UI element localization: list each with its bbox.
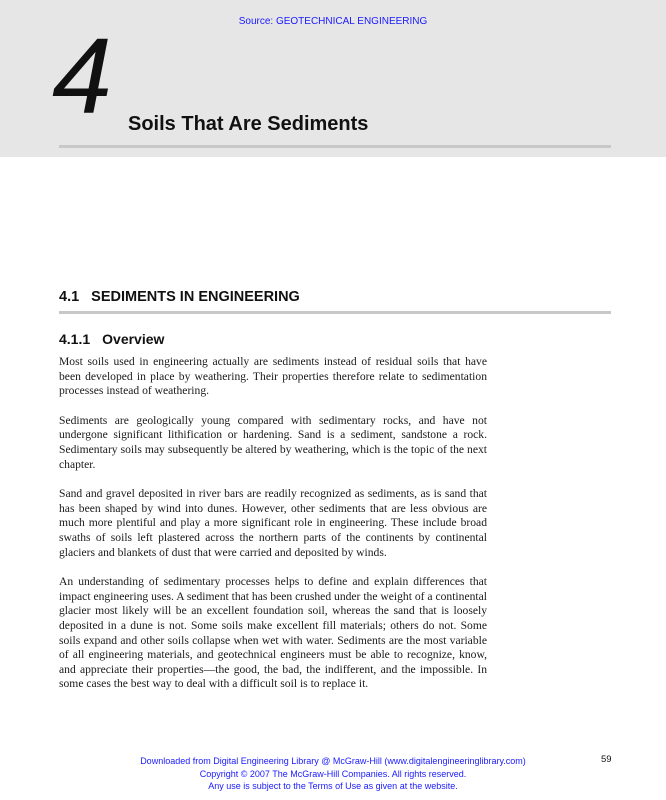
paragraph: Most soils used in engineering actually are sediments instead of residual soils that have been developed in place by weathering. Their properties therefore relate to sedimentation processes instead of weathering. bbox=[59, 355, 487, 398]
subsection-heading bbox=[59, 331, 164, 347]
footer-copyright[interactable]: Copyright © 2007 The McGraw-Hill Companies. All rights reserved. bbox=[199, 768, 467, 779]
footer-download-link[interactable]: Downloaded from Digital Engineering Library @ McGraw-Hill (www.digitalengineeringlibrary.com) bbox=[140, 756, 526, 766]
paragraph: An understanding of sedimentary processes helps to define and explain differences that impact engineering uses. A sediment that has been crushed under the weight of a continental glacier most likely will be an excellent foundation soil, whereas the sand that is loosely deposited in a dune is not. Some soils make excellent fill materials; others do not. Some soils expand and other soils collapse when wet with water. Sediments are the most variable of all engineering materials, and geotechnical engineers must be able to recognize, know, and appreciate their properties—the good, the bad, the indifferent, and the impossible. In some cases the best way to deal with a difficult soil is to replace it. bbox=[59, 575, 487, 691]
footer-terms[interactable]: Any use is subject to the Terms of Use as given at the website. bbox=[208, 781, 458, 791]
subsection-title: Overview bbox=[102, 331, 165, 347]
section-heading bbox=[59, 289, 300, 305]
source-link[interactable]: Source: GEOTECHNICAL ENGINEERING bbox=[238, 16, 428, 27]
chapter-title-rule bbox=[59, 145, 611, 148]
section-rule bbox=[59, 311, 611, 314]
section-title: SEDIMENTS IN ENGINEERING bbox=[91, 289, 300, 305]
page-number: 59 bbox=[601, 754, 612, 765]
chapter-number: 4 bbox=[52, 15, 111, 136]
paragraph: Sediments are geologically young compared with sedimentary rocks, and have not undergone significant lithification or hardening. Sand is a sediment, sandstone a rock. Sedimentary soils may subsequently be altered by weathering, which is the topic of the next chapter. bbox=[59, 413, 487, 471]
footer bbox=[0, 755, 666, 793]
paragraph: Sand and gravel deposited in river bars are readily recognized as sediments, as is sand that has been shaped by wind into dunes. However, other sediments that are less obvious are much more plentiful and play a more significant role in engineering. These include broad swaths of soils left plastered across the northern parts of the continents by continental glaciers and blankets of dust that were carried and deposited by winds. bbox=[59, 487, 487, 559]
chapter-title: Soils That Are Sediments bbox=[128, 113, 369, 135]
body-text bbox=[59, 355, 487, 707]
section-number: 4.1 bbox=[59, 289, 80, 305]
subsection-number: 4.1.1 bbox=[59, 331, 91, 347]
